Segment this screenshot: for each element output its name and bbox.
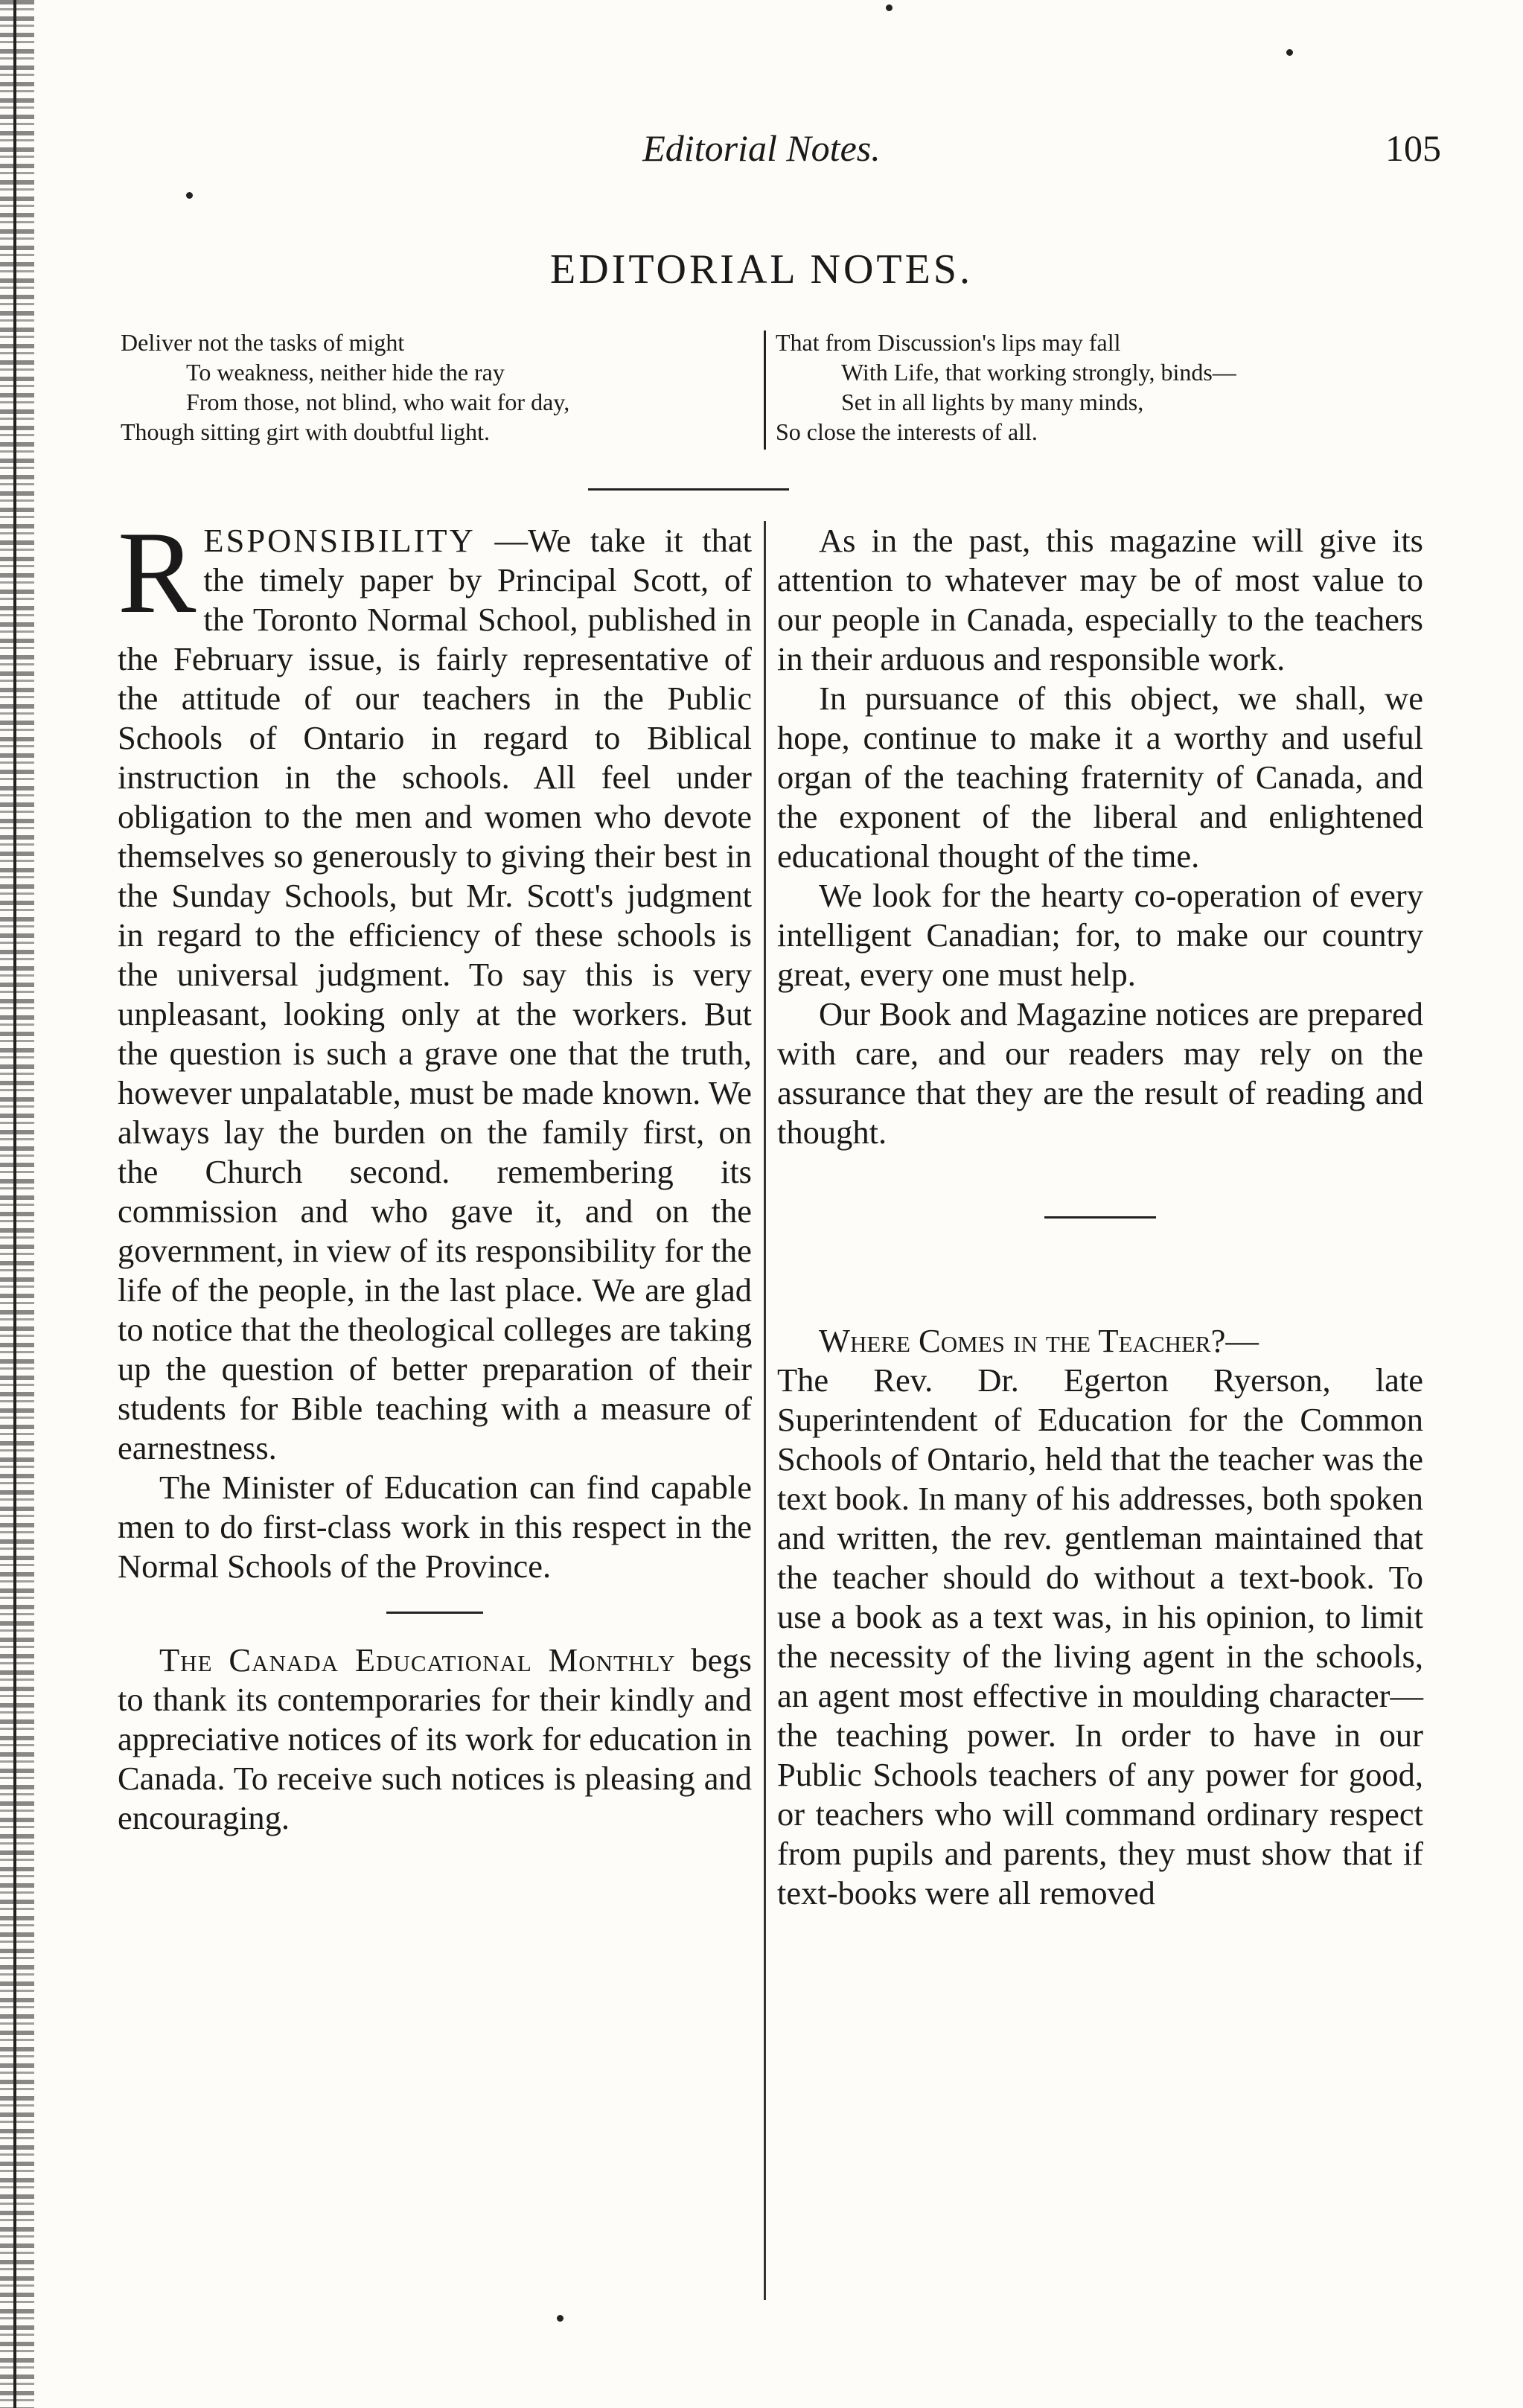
verse-left xyxy=(121,328,753,447)
verse-line: With Life, that working strongly, binds— xyxy=(841,359,1236,386)
section-rule xyxy=(1044,1216,1156,1219)
paragraph-lead: ESPONSIBILITY xyxy=(203,522,476,559)
verse-line: That from Discussion's lips may fall xyxy=(776,329,1121,356)
running-head-title: Editorial Notes. xyxy=(642,127,881,169)
minister-paragraph: The Minister of Education can find capable men to do first-class work in this respect in the Normal Schools of the Province. xyxy=(118,1469,752,1585)
page-title: EDITORIAL NOTES. xyxy=(550,246,973,293)
print-speck xyxy=(1286,49,1293,56)
verse-right xyxy=(776,328,1431,447)
responsibility-paragraph xyxy=(118,508,752,1468)
book-spine-edge xyxy=(0,0,34,2408)
column-divider xyxy=(764,521,766,2300)
paragraph: Our Book and Magazine notices are prepared with care, and our readers may rely on the assurance that they are the result of reading and thought. xyxy=(777,995,1423,1151)
print-speck xyxy=(886,4,893,11)
paragraph: We look for the hearty co-operation of every intelligent Canadian; for, to make our country great, every one must help. xyxy=(777,877,1423,993)
verse-line: To weakness, neither hide the ray xyxy=(186,359,505,386)
running-head xyxy=(0,127,1523,179)
spine-line xyxy=(13,0,16,2408)
paragraph: As in the past, this magazine will give its attention to whatever may be of most value to our people in Canada, especially to the teachers in their arduous and responsible work. xyxy=(777,522,1423,677)
paragraph-text: begs to thank its contemporaries for their kindly and appreciative notices of its work for education in Canada. To receive such notices is pleasing and encouraging. xyxy=(118,1641,752,1836)
paragraph-lead: The Canada Educational Monthly xyxy=(159,1641,676,1679)
paragraph-text: —We take it that the timely paper by Principal Scott, of the Toronto Normal School, published in the February issue, is fairly representative of the attitude of our teachers in the Public Schools of Ontario in regard to Biblical instruction in the schools. All feel under obligation to the men and women who devote themselves so generously to giving their best in the Sunday Schools, but Mr. Scott's judgment in regard to the efficiency of these schools is the universal judgment. To say this is very unpleasant, looking only at the workers. But the question is such a grave one that the truth, however unpalatable, must be made known. We always lay the burden on the family first, on the Church second. remembering its commission and who gave it, and on the government, in view of its responsibility for the life of the people, in the last place. We are glad to notice that the theological colleges are taking up the question of better preparation of their students for Bible teaching with a measure of earnestness. xyxy=(118,522,752,1466)
verse-block xyxy=(121,328,1431,454)
section-rule xyxy=(386,1612,483,1614)
right-column xyxy=(777,521,1423,1913)
drop-cap: R xyxy=(118,508,197,638)
verse-divider xyxy=(764,330,766,450)
verse-line: Set in all lights by many minds, xyxy=(841,389,1144,415)
verse-line: So close the interests of all. xyxy=(776,418,1038,445)
print-speck xyxy=(557,2315,563,2322)
section-rule xyxy=(588,488,789,491)
verse-line: From those, not blind, who wait for day, xyxy=(186,389,570,415)
print-speck xyxy=(186,192,193,199)
page-number: 105 xyxy=(1385,127,1441,169)
paragraph: In pursuance of this object, we shall, we hope, continue to make it a worthy and useful organ of the teaching fraternity of Canada, and the exponent of the liberal and enlightened educational thought of the time. xyxy=(777,680,1423,875)
monthly-paragraph xyxy=(118,1641,752,1838)
teacher-paragraph xyxy=(777,1321,1423,1913)
verse-line: Deliver not the tasks of might xyxy=(121,329,405,356)
left-column xyxy=(118,508,752,1838)
paragraph-text: The Rev. Dr. Egerton Ryerson, late Superintendent of Education for the Common Schools of Ontario, held that the teacher was the text book. In many of his addresses, both spoken and written, the rev. gentleman maintained that the teacher should do without a text-book. To use a book as a text was, in his opinion, to limit the necessity of the living agent in the schools, an agent most effective in moulding character—the teaching power. In order to have in our Public Schools teachers of any power for good, or teachers who will command ordinary respect from pupils and parents, they must show that if text-books were all removed xyxy=(777,1361,1423,1912)
verse-line: Though sitting girt with doubtful light. xyxy=(121,418,490,445)
section-heading: Where Comes in the Teacher?— xyxy=(819,1322,1259,1359)
